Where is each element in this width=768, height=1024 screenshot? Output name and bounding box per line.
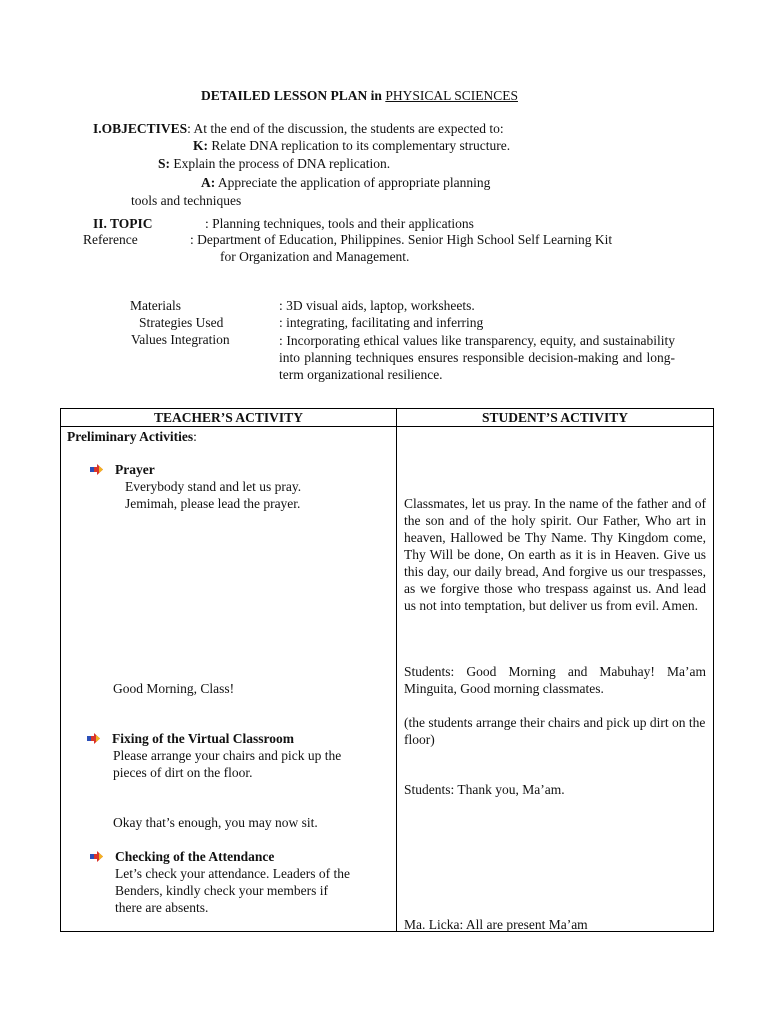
fixing-line-2: pieces of dirt on the floor. (113, 765, 253, 780)
title-prefix: DETAILED LESSON PLAN in (201, 88, 386, 103)
prayer-line-2: Jemimah, please lead the prayer. (125, 496, 301, 511)
student-thanks-text: Students: Thank you, Ma’am. (404, 782, 565, 797)
objective-k-label: K: (193, 138, 208, 153)
objective-s-label: S: (158, 156, 171, 171)
bullet-arrow-icon (87, 733, 101, 744)
objective-k (193, 138, 510, 154)
objectives-label: I.OBJECTIVES (93, 121, 188, 136)
attendance-line-1: Let’s check your attendance. Leaders of the (115, 866, 351, 881)
preliminary-label: Preliminary Activities (67, 429, 194, 444)
student-activity-cell (397, 427, 714, 932)
student-activity-header: STUDENT’S ACTIVITY (397, 409, 714, 427)
student-arrange-text: (the students arrange their chairs and pick up dirt on the floor) (404, 715, 706, 747)
table-row (61, 427, 714, 932)
materials-text: : 3D visual aids, laptop, worksheets. (279, 298, 475, 313)
attendance-line-2: Benders, kindly check your members if (115, 883, 328, 898)
student-present-text: Ma. Licka: All are present Ma’am (404, 917, 588, 932)
student-prayer-text: Classmates, let us pray. In the name of the father and of the son and of the holy spirit. Our Father, Who art in heaven, Hallowed be Thy Name. Thy Kingdom come, Thy Will be done, On earth as it is in Heaven. Give us this day, our daily bread, And forgive us our trespasses, as we forgive those who trespass against us. And lead us not into temptation, but deliver us from evil. Amen. (404, 496, 706, 613)
values-text: : Incorporating ethical values like transparency, equity, and sustainability into planning techniques ensures responsible decision-making and long-term organizational resilience. (279, 333, 675, 382)
materials-label: Materials (130, 298, 181, 313)
objectives-line (93, 121, 504, 137)
preliminary-heading (67, 428, 197, 445)
table-header-row (61, 409, 714, 427)
preliminary-colon: : (193, 429, 197, 444)
enough-text: Okay that’s enough, you may now sit. (113, 815, 318, 830)
activity-table (60, 408, 714, 932)
teacher-activity-cell (61, 427, 397, 932)
strategies-label: Strategies Used (139, 315, 224, 330)
objectives-intro: : At the end of the discussion, the students are expected to: (187, 121, 504, 136)
topic-label: II. TOPIC (93, 216, 153, 231)
greeting-text: Good Morning, Class! (113, 681, 235, 696)
fixing-title: Fixing of the Virtual Classroom (112, 731, 294, 746)
reference-text: : Department of Education, Philippines. Senior High School Self Learning Kit (190, 232, 613, 247)
prayer-title: Prayer (115, 462, 155, 477)
bullet-arrow-icon (90, 851, 104, 862)
objective-a (201, 175, 490, 191)
fixing-line-1: Please arrange your chairs and pick up the (113, 748, 342, 763)
objective-a-label: A: (201, 175, 216, 190)
title-subject: PHYSICAL SCIENCES (385, 88, 518, 103)
attendance-title: Checking of the Attendance (115, 849, 275, 864)
objective-s (158, 156, 390, 172)
reference-label: Reference (83, 232, 138, 247)
strategies-text: : integrating, facilitating and inferring (279, 315, 484, 330)
document-title (201, 88, 518, 104)
objective-k-text: Relate DNA replication to its complementary structure. (208, 138, 511, 153)
attendance-line-3: there are absents. (115, 900, 209, 915)
objective-a-text: Appreciate the application of appropriate planning (215, 175, 491, 190)
teacher-activity-header: TEACHER’S ACTIVITY (61, 409, 397, 427)
values-label: Values Integration (131, 332, 230, 347)
student-greeting-text: Students: Good Morning and Mabuhay! Ma’am Minguita, Good morning classmates. (404, 664, 706, 696)
topic-text: : Planning techniques, tools and their applications (205, 216, 474, 231)
bullet-arrow-icon (90, 464, 104, 475)
objective-a-cont: tools and techniques (131, 193, 242, 208)
prayer-line-1: Everybody stand and let us pray. (125, 479, 302, 494)
objective-s-text: Explain the process of DNA replication. (170, 156, 391, 171)
reference-text-cont: for Organization and Management. (220, 249, 410, 264)
